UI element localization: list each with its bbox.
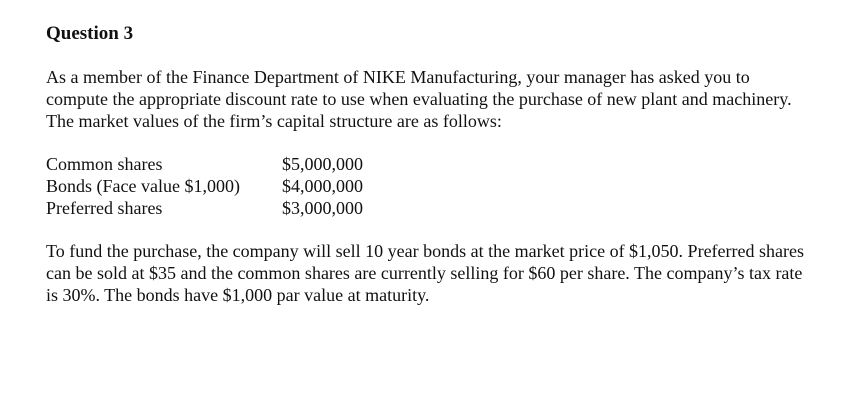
question-title: Question 3 xyxy=(46,23,134,44)
table-row xyxy=(46,197,363,219)
capital-item-label: Preferred shares xyxy=(46,198,163,218)
capital-item-value: $4,000,000 xyxy=(282,176,363,196)
capital-item-label: Bonds (Face value $1,000) xyxy=(46,176,240,196)
details-paragraph: To fund the purchase, the company will sell 10 year bonds at the market price of $1,050. Preferred shares can be sold at $35 and the common shares are currently selling for $60 per share. The company’s tax rate is 30%. The bonds have $1,000 par value at maturity. xyxy=(46,241,804,305)
capital-item-label: Common shares xyxy=(46,154,163,174)
table-row xyxy=(46,175,363,197)
capital-item-value: $3,000,000 xyxy=(282,198,363,218)
intro-paragraph: As a member of the Finance Department of NIKE Manufacturing, your manager has asked you to compute the appropriate discount rate to use when evaluating the purchase of new plant and machinery. The market values of the firm’s capital structure are as follows: xyxy=(46,67,792,131)
question-document xyxy=(46,22,826,306)
capital-item-value: $5,000,000 xyxy=(282,154,363,174)
capital-structure-table xyxy=(46,153,363,219)
table-row xyxy=(46,153,363,175)
